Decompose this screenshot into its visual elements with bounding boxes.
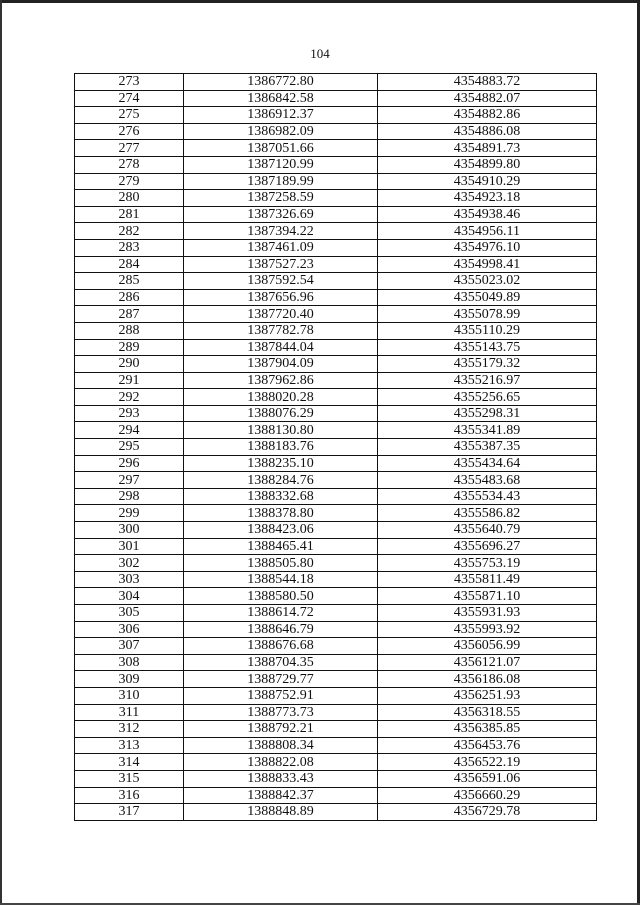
- x-coordinate-cell: 1388284.76: [184, 472, 378, 489]
- table-row: [75, 522, 597, 539]
- point-number-cell: 300: [75, 522, 184, 539]
- table-row: [75, 173, 597, 190]
- point-number-cell: 289: [75, 339, 184, 356]
- table-row: [75, 488, 597, 505]
- x-coordinate-cell: 1388848.89: [184, 804, 378, 821]
- x-coordinate-cell: 1387527.23: [184, 256, 378, 273]
- y-coordinate-cell: 4356660.29: [378, 787, 597, 804]
- table-row: [75, 256, 597, 273]
- table-row: [75, 439, 597, 456]
- table-row: [75, 571, 597, 588]
- table-row: [75, 107, 597, 124]
- point-number-cell: 303: [75, 571, 184, 588]
- point-number-cell: 283: [75, 239, 184, 256]
- x-coordinate-cell: 1387782.78: [184, 322, 378, 339]
- y-coordinate-cell: 4355387.35: [378, 439, 597, 456]
- point-number-cell: 310: [75, 687, 184, 704]
- table-row: [75, 721, 597, 738]
- table-row: [75, 737, 597, 754]
- table-row: [75, 289, 597, 306]
- y-coordinate-cell: 4355696.27: [378, 538, 597, 555]
- table-row: [75, 754, 597, 771]
- table-row: [75, 588, 597, 605]
- table-row: [75, 638, 597, 655]
- x-coordinate-cell: 1387051.66: [184, 140, 378, 157]
- x-coordinate-cell: 1388752.91: [184, 687, 378, 704]
- y-coordinate-cell: 4355256.65: [378, 389, 597, 406]
- point-number-cell: 301: [75, 538, 184, 555]
- y-coordinate-cell: 4355434.64: [378, 455, 597, 472]
- y-coordinate-cell: 4356251.93: [378, 687, 597, 704]
- y-coordinate-cell: 4356729.78: [378, 804, 597, 821]
- y-coordinate-cell: 4354882.07: [378, 90, 597, 107]
- y-coordinate-cell: 4355586.82: [378, 505, 597, 522]
- table-row: [75, 322, 597, 339]
- point-number-cell: 281: [75, 206, 184, 223]
- y-coordinate-cell: 4354923.18: [378, 190, 597, 207]
- x-coordinate-cell: 1387844.04: [184, 339, 378, 356]
- page-border-left: [0, 0, 2, 905]
- y-coordinate-cell: 4356453.76: [378, 737, 597, 754]
- x-coordinate-cell: 1388676.68: [184, 638, 378, 655]
- x-coordinate-cell: 1387120.99: [184, 156, 378, 173]
- y-coordinate-cell: 4355993.92: [378, 621, 597, 638]
- point-number-cell: 273: [75, 74, 184, 91]
- point-number-cell: 292: [75, 389, 184, 406]
- y-coordinate-cell: 4354886.08: [378, 123, 597, 140]
- point-number-cell: 312: [75, 721, 184, 738]
- x-coordinate-cell: 1388614.72: [184, 605, 378, 622]
- point-number-cell: 314: [75, 754, 184, 771]
- point-number-cell: 279: [75, 173, 184, 190]
- table-row: [75, 90, 597, 107]
- y-coordinate-cell: 4354956.11: [378, 223, 597, 240]
- y-coordinate-cell: 4355179.32: [378, 356, 597, 373]
- table-row: [75, 654, 597, 671]
- point-number-cell: 316: [75, 787, 184, 804]
- y-coordinate-cell: 4355216.97: [378, 372, 597, 389]
- x-coordinate-cell: 1388332.68: [184, 488, 378, 505]
- point-number-cell: 298: [75, 488, 184, 505]
- x-coordinate-cell: 1388808.34: [184, 737, 378, 754]
- x-coordinate-cell: 1388465.41: [184, 538, 378, 555]
- table-row: [75, 770, 597, 787]
- page-number: 104: [310, 46, 330, 61]
- x-coordinate-cell: 1387394.22: [184, 223, 378, 240]
- x-coordinate-cell: 1387592.54: [184, 273, 378, 290]
- point-number-cell: 288: [75, 322, 184, 339]
- y-coordinate-cell: 4355023.02: [378, 273, 597, 290]
- y-coordinate-cell: 4355811.49: [378, 571, 597, 588]
- y-coordinate-cell: 4356056.99: [378, 638, 597, 655]
- table-row: [75, 156, 597, 173]
- table-row: [75, 206, 597, 223]
- x-coordinate-cell: 1388842.37: [184, 787, 378, 804]
- table-row: [75, 422, 597, 439]
- y-coordinate-cell: 4355110.29: [378, 322, 597, 339]
- point-number-cell: 285: [75, 273, 184, 290]
- x-coordinate-cell: 1388580.50: [184, 588, 378, 605]
- x-coordinate-cell: 1388505.80: [184, 555, 378, 572]
- table-row: [75, 74, 597, 91]
- point-number-cell: 306: [75, 621, 184, 638]
- x-coordinate-cell: 1386982.09: [184, 123, 378, 140]
- point-number-cell: 284: [75, 256, 184, 273]
- x-coordinate-cell: 1387326.69: [184, 206, 378, 223]
- table-row: [75, 223, 597, 240]
- y-coordinate-cell: 4355483.68: [378, 472, 597, 489]
- point-number-cell: 317: [75, 804, 184, 821]
- x-coordinate-cell: 1386912.37: [184, 107, 378, 124]
- y-coordinate-cell: 4355931.93: [378, 605, 597, 622]
- x-coordinate-cell: 1388423.06: [184, 522, 378, 539]
- table-row: [75, 472, 597, 489]
- x-coordinate-cell: 1387656.96: [184, 289, 378, 306]
- x-coordinate-cell: 1388544.18: [184, 571, 378, 588]
- coordinates-table: [74, 73, 597, 821]
- x-coordinate-cell: 1387720.40: [184, 306, 378, 323]
- y-coordinate-cell: 4355534.43: [378, 488, 597, 505]
- x-coordinate-cell: 1388235.10: [184, 455, 378, 472]
- x-coordinate-cell: 1388130.80: [184, 422, 378, 439]
- table-row: [75, 356, 597, 373]
- point-number-cell: 276: [75, 123, 184, 140]
- x-coordinate-cell: 1388076.29: [184, 405, 378, 422]
- point-number-cell: 309: [75, 671, 184, 688]
- point-number-cell: 315: [75, 770, 184, 787]
- y-coordinate-cell: 4355298.31: [378, 405, 597, 422]
- point-number-cell: 308: [75, 654, 184, 671]
- y-coordinate-cell: 4355341.89: [378, 422, 597, 439]
- x-coordinate-cell: 1387189.99: [184, 173, 378, 190]
- table-row: [75, 621, 597, 638]
- x-coordinate-cell: 1386842.58: [184, 90, 378, 107]
- table-row: [75, 190, 597, 207]
- table-row: [75, 239, 597, 256]
- y-coordinate-cell: 4355143.75: [378, 339, 597, 356]
- point-number-cell: 297: [75, 472, 184, 489]
- table-row: [75, 505, 597, 522]
- table-row: [75, 538, 597, 555]
- table-row: [75, 273, 597, 290]
- point-number-cell: 299: [75, 505, 184, 522]
- table-row: [75, 671, 597, 688]
- point-number-cell: 302: [75, 555, 184, 572]
- y-coordinate-cell: 4355753.19: [378, 555, 597, 572]
- x-coordinate-cell: 1387258.59: [184, 190, 378, 207]
- table-row: [75, 555, 597, 572]
- point-number-cell: 275: [75, 107, 184, 124]
- table-row: [75, 704, 597, 721]
- point-number-cell: 287: [75, 306, 184, 323]
- table-row: [75, 687, 597, 704]
- y-coordinate-cell: 4354883.72: [378, 74, 597, 91]
- point-number-cell: 305: [75, 605, 184, 622]
- x-coordinate-cell: 1388704.35: [184, 654, 378, 671]
- table-row: [75, 389, 597, 406]
- y-coordinate-cell: 4356318.55: [378, 704, 597, 721]
- table-row: [75, 123, 597, 140]
- table-row: [75, 804, 597, 821]
- point-number-cell: 274: [75, 90, 184, 107]
- x-coordinate-cell: 1388183.76: [184, 439, 378, 456]
- point-number-cell: 296: [75, 455, 184, 472]
- point-number-cell: 280: [75, 190, 184, 207]
- y-coordinate-cell: 4356121.07: [378, 654, 597, 671]
- y-coordinate-cell: 4355049.89: [378, 289, 597, 306]
- point-number-cell: 290: [75, 356, 184, 373]
- x-coordinate-cell: 1386772.80: [184, 74, 378, 91]
- table-row: [75, 455, 597, 472]
- y-coordinate-cell: 4355078.99: [378, 306, 597, 323]
- y-coordinate-cell: 4354976.10: [378, 239, 597, 256]
- x-coordinate-cell: 1388646.79: [184, 621, 378, 638]
- x-coordinate-cell: 1388773.73: [184, 704, 378, 721]
- page-border-top: [0, 0, 640, 3]
- y-coordinate-cell: 4354998.41: [378, 256, 597, 273]
- y-coordinate-cell: 4356385.85: [378, 721, 597, 738]
- y-coordinate-cell: 4356522.19: [378, 754, 597, 771]
- y-coordinate-cell: 4354891.73: [378, 140, 597, 157]
- table-row: [75, 140, 597, 157]
- table-row: [75, 787, 597, 804]
- point-number-cell: 282: [75, 223, 184, 240]
- point-number-cell: 293: [75, 405, 184, 422]
- point-number-cell: 311: [75, 704, 184, 721]
- y-coordinate-cell: 4356591.06: [378, 770, 597, 787]
- y-coordinate-cell: 4354882.86: [378, 107, 597, 124]
- table-row: [75, 306, 597, 323]
- y-coordinate-cell: 4355640.79: [378, 522, 597, 539]
- x-coordinate-cell: 1387461.09: [184, 239, 378, 256]
- x-coordinate-cell: 1387904.09: [184, 356, 378, 373]
- table-row: [75, 372, 597, 389]
- x-coordinate-cell: 1388378.80: [184, 505, 378, 522]
- x-coordinate-cell: 1387962.86: [184, 372, 378, 389]
- point-number-cell: 295: [75, 439, 184, 456]
- y-coordinate-cell: 4354938.46: [378, 206, 597, 223]
- point-number-cell: 313: [75, 737, 184, 754]
- table-row: [75, 339, 597, 356]
- x-coordinate-cell: 1388792.21: [184, 721, 378, 738]
- x-coordinate-cell: 1388020.28: [184, 389, 378, 406]
- y-coordinate-cell: 4354910.29: [378, 173, 597, 190]
- point-number-cell: 291: [75, 372, 184, 389]
- y-coordinate-cell: 4355871.10: [378, 588, 597, 605]
- table-row: [75, 405, 597, 422]
- x-coordinate-cell: 1388822.08: [184, 754, 378, 771]
- y-coordinate-cell: 4354899.80: [378, 156, 597, 173]
- point-number-cell: 277: [75, 140, 184, 157]
- y-coordinate-cell: 4356186.08: [378, 671, 597, 688]
- point-number-cell: 304: [75, 588, 184, 605]
- point-number-cell: 294: [75, 422, 184, 439]
- coordinates-table-body: [75, 74, 597, 821]
- table-row: [75, 605, 597, 622]
- x-coordinate-cell: 1388833.43: [184, 770, 378, 787]
- point-number-cell: 286: [75, 289, 184, 306]
- point-number-cell: 307: [75, 638, 184, 655]
- x-coordinate-cell: 1388729.77: [184, 671, 378, 688]
- point-number-cell: 278: [75, 156, 184, 173]
